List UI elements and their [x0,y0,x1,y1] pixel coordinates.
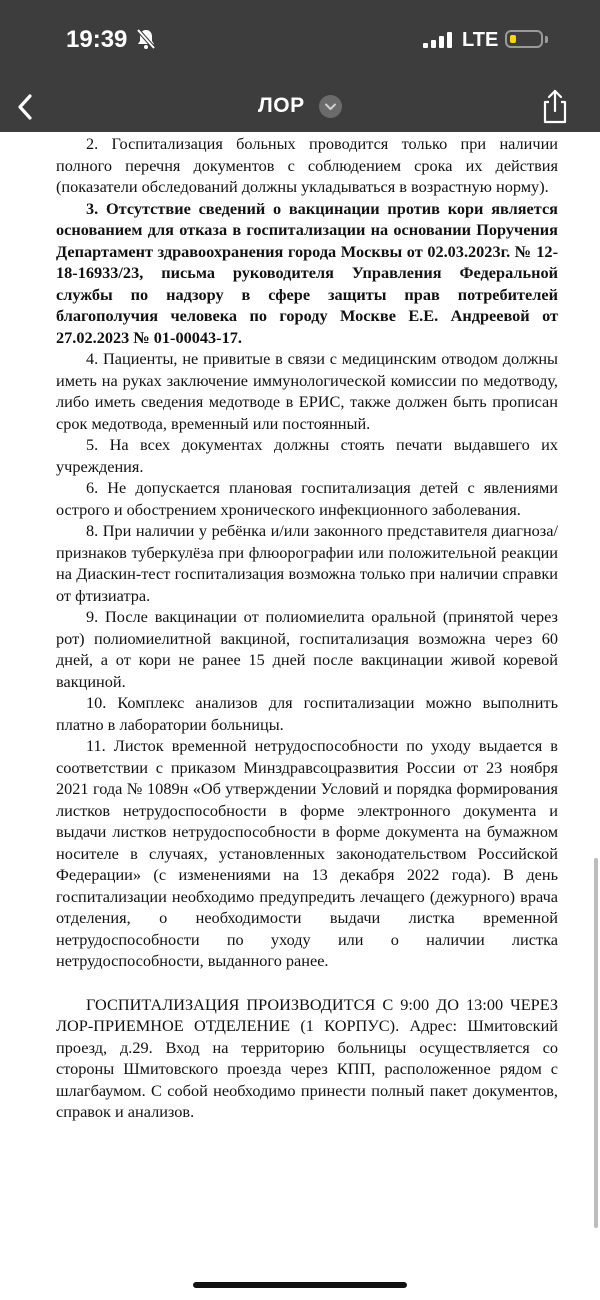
paragraph-6: 6. Не допускается плановая госпитализация детей с явлениями острого и обострением хронического инфекционного заболевания. [56,478,558,519]
paragraph-5: 5. На всех документах должны стоять печати выдавшего их учреждения. [56,435,558,476]
home-indicator[interactable] [193,1282,407,1288]
paragraph-11: 11. Листок временной нетрудоспособности по уходу выдается в соответствии с приказом Минздравсоцразвития России от 23 ноября 2021 года № 1089н «Об утверждении Условий и порядка формирования листков нетрудоспособности в форме электронного документа и выдачи листков нетрудоспособности в форме документа на бумажном носителе в случаях, установленных законодательством Российской Федерации» (с изменениями на 13 декабря 2022 года). В день госпитализации необходимо предупредить лечащего (дежурного) врача отделения, о необходимости выдачи листка временной нетрудоспособности по уходу или о наличии листка нетрудоспособности, выданного ранее. [56,736,558,970]
battery-level [510,35,516,43]
nav-bar [0,82,600,132]
paragraph-9: 9. После вакцинации от полиомиелита оральной (принятой через рот) полиомиелитной вакциной, госпитализация возможна через 60 дней, а от кори не ранее 15 дней после вакцинации живой коревой вакциной. [56,607,558,691]
paragraph-8: 8. При наличии у ребёнка и/или законного представителя диагноза/признаков туберкулёза при флюорографии или положительной реакции на Диаскин-тест госпитализация возможна только при наличии справки от фтизиатра. [56,521,558,605]
battery-icon [505,30,543,48]
paragraph-4: 4. Пациенты, не привитые в связи с медицинским отводом должны иметь на руках заключение иммунологической комиссии по медотводу, либо иметь сведения медотводе в ЕРИС, также должен быть прописан срок медотвода, временный или постоянный. [56,349,558,433]
paragraph-10: 10. Комплекс анализов для госпитализации можно выполнить платно в лаборатории больницы. [56,693,558,734]
network-type: LTE [462,29,499,51]
chevron-left-icon [8,86,48,128]
scroll-indicator[interactable] [594,858,598,1228]
paragraph-2: 2. Госпитализация больных проводится только при наличии полного перечня документов с соблюдением срока их действия (показатели обследований должны укладываться в возрастную норму). [56,134,558,196]
chevron-down-icon [319,95,342,118]
share-icon [536,86,574,126]
signal-bars-icon [423,32,455,48]
title-menu-button[interactable] [319,95,342,118]
status-time: 19:39 [66,26,128,53]
page-title: ЛОР [258,94,305,117]
battery-cap [545,36,548,43]
status-bar [0,0,600,82]
document-body [56,133,558,1123]
paragraph-3: 3. Отсутствие сведений о вакцинации против кори является основанием для отказа в госпитализации на основании Поручения Департамент здравоохранения города Москвы от 02.03.2023г. № 12-18-16933/23, письма руководителя Управления Федеральной службы по надзору в сфере защиты прав потребителей благополучия человека по городу Москве Е.Е. Андреевой от 27.02.2023 № 01-00043-17. [56,198,558,347]
back-button[interactable] [8,86,48,128]
bell-slash-icon [136,28,156,50]
hospitalization-note: ГОСПИТАЛИЗАЦИЯ ПРОИЗВОДИТСЯ С 9:00 ДО 13:00 ЧЕРЕЗ ЛОР-ПРИЕМНОЕ ОТДЕЛЕНИЕ (1 КОРПУС). Адрес: Шмитовский проезд, д.29. Вход на территорию больницы осуществляется со стороны Шмитовского проезда через КПП, расположенное рядом с шлагбаумом. С собой необходимо принести полный пакет документов, справок и анализов. [56,994,558,1121]
share-button[interactable] [536,86,574,126]
